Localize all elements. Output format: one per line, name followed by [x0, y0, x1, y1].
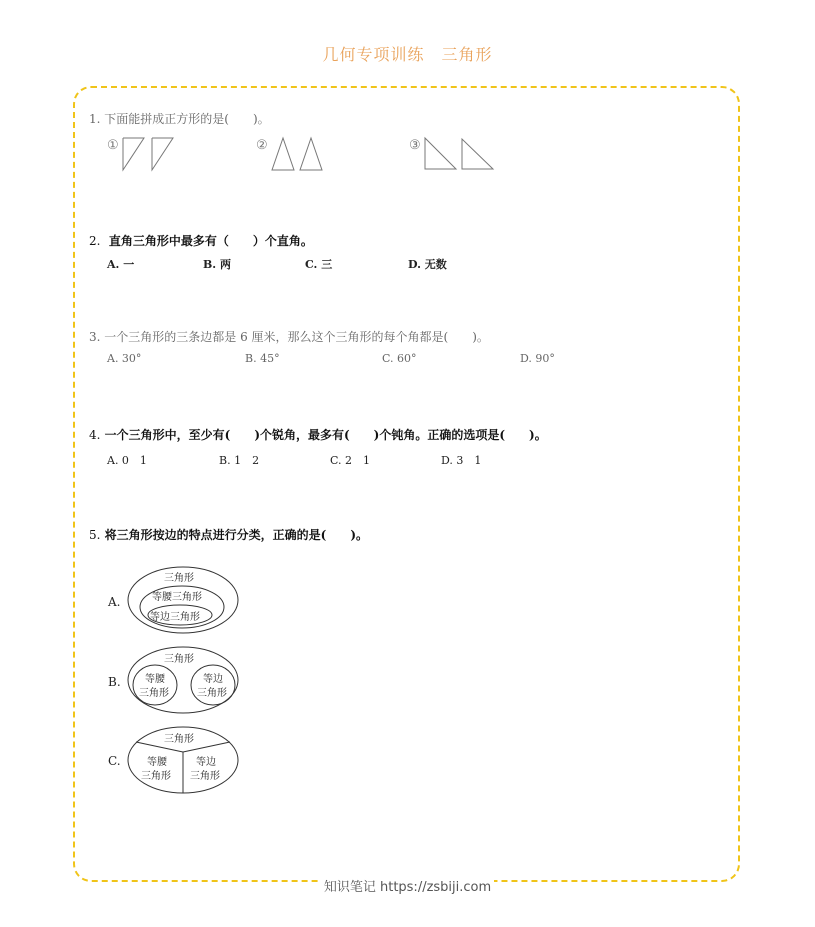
question-number: 2. — [89, 234, 101, 248]
option-d[interactable]: D. 3 1 — [441, 454, 482, 467]
option-b[interactable]: B. 45° — [245, 352, 280, 365]
question-text: 一个三角形的三条边都是 6 厘米，那么这个三角形的每个角都是( )。 — [104, 330, 489, 344]
diagram-c-right-line2: 三角形 — [190, 771, 220, 782]
diagram-b-letter[interactable]: B. — [108, 675, 121, 689]
diagram-c-left-line1: 等腰 — [147, 757, 167, 768]
option-a[interactable]: A. 0 1 — [107, 454, 147, 467]
footer-watermark — [0, 876, 815, 895]
question-2 — [89, 232, 313, 249]
diagram-a-outer-label: 三角形 — [164, 573, 194, 584]
option-b[interactable]: B. 1 2 — [219, 454, 260, 467]
question-text: 下面能拼成正方形的是( )。 — [104, 112, 270, 126]
option-a[interactable]: A. 30° — [107, 352, 142, 365]
question-3 — [89, 328, 489, 345]
option-d[interactable]: D. 90° — [520, 352, 555, 365]
diagram-b-left-line1: 等腰 — [145, 674, 165, 685]
diagram-c-top-label: 三角形 — [164, 734, 194, 745]
option-b[interactable]: B. 两 — [203, 258, 231, 271]
figure-3-triangles — [424, 138, 496, 172]
option-d[interactable]: D. 无数 — [408, 258, 447, 271]
diagram-b-left-line2: 三角形 — [139, 688, 169, 699]
option-c[interactable]: C. 2 1 — [330, 454, 371, 467]
option-a[interactable]: A. 一 — [107, 258, 135, 271]
page-title: 几何专项训练 三角形 — [322, 45, 493, 64]
option-c[interactable]: C. 三 — [305, 258, 333, 271]
footer-text[interactable]: 知识笔记 https://zsbiji.com — [321, 880, 494, 895]
figure-label-3: ③ — [409, 138, 421, 153]
figure-2-triangles — [270, 138, 330, 172]
question-number: 1. — [89, 112, 101, 126]
question-5 — [89, 526, 368, 543]
diagram-a-letter[interactable]: A. — [108, 595, 121, 609]
diagram-b-outer-label: 三角形 — [164, 654, 194, 665]
diagram-c-letter[interactable]: C. — [108, 754, 121, 768]
question-number: 5. — [89, 528, 101, 542]
diagram-a-middle-label: 等腰三角形 — [152, 592, 202, 603]
question-text: 直角三角形中最多有（ ）个直角。 — [108, 234, 313, 248]
option-c[interactable]: C. 60° — [382, 352, 417, 365]
question-number: 4. — [89, 428, 101, 442]
diagram-c-right-line1: 等边 — [196, 757, 216, 768]
diagram-a-inner-label: 等边三角形 — [150, 612, 200, 623]
question-number: 3. — [89, 330, 101, 344]
question-text: 一个三角形中，至少有( )个锐角，最多有( )个钝角。正确的选项是( )。 — [104, 428, 547, 442]
diagram-b-right-line2: 三角形 — [197, 688, 227, 699]
diagram-c-left-line2: 三角形 — [141, 771, 171, 782]
figure-1-triangles — [120, 138, 180, 172]
question-4 — [89, 426, 547, 443]
question-1 — [89, 110, 270, 127]
diagram-b-right-line1: 等边 — [203, 674, 223, 685]
figure-label-2: ② — [256, 138, 268, 153]
figure-label-1: ① — [107, 138, 119, 153]
question-text: 将三角形按边的特点进行分类，正确的是( )。 — [104, 528, 368, 542]
